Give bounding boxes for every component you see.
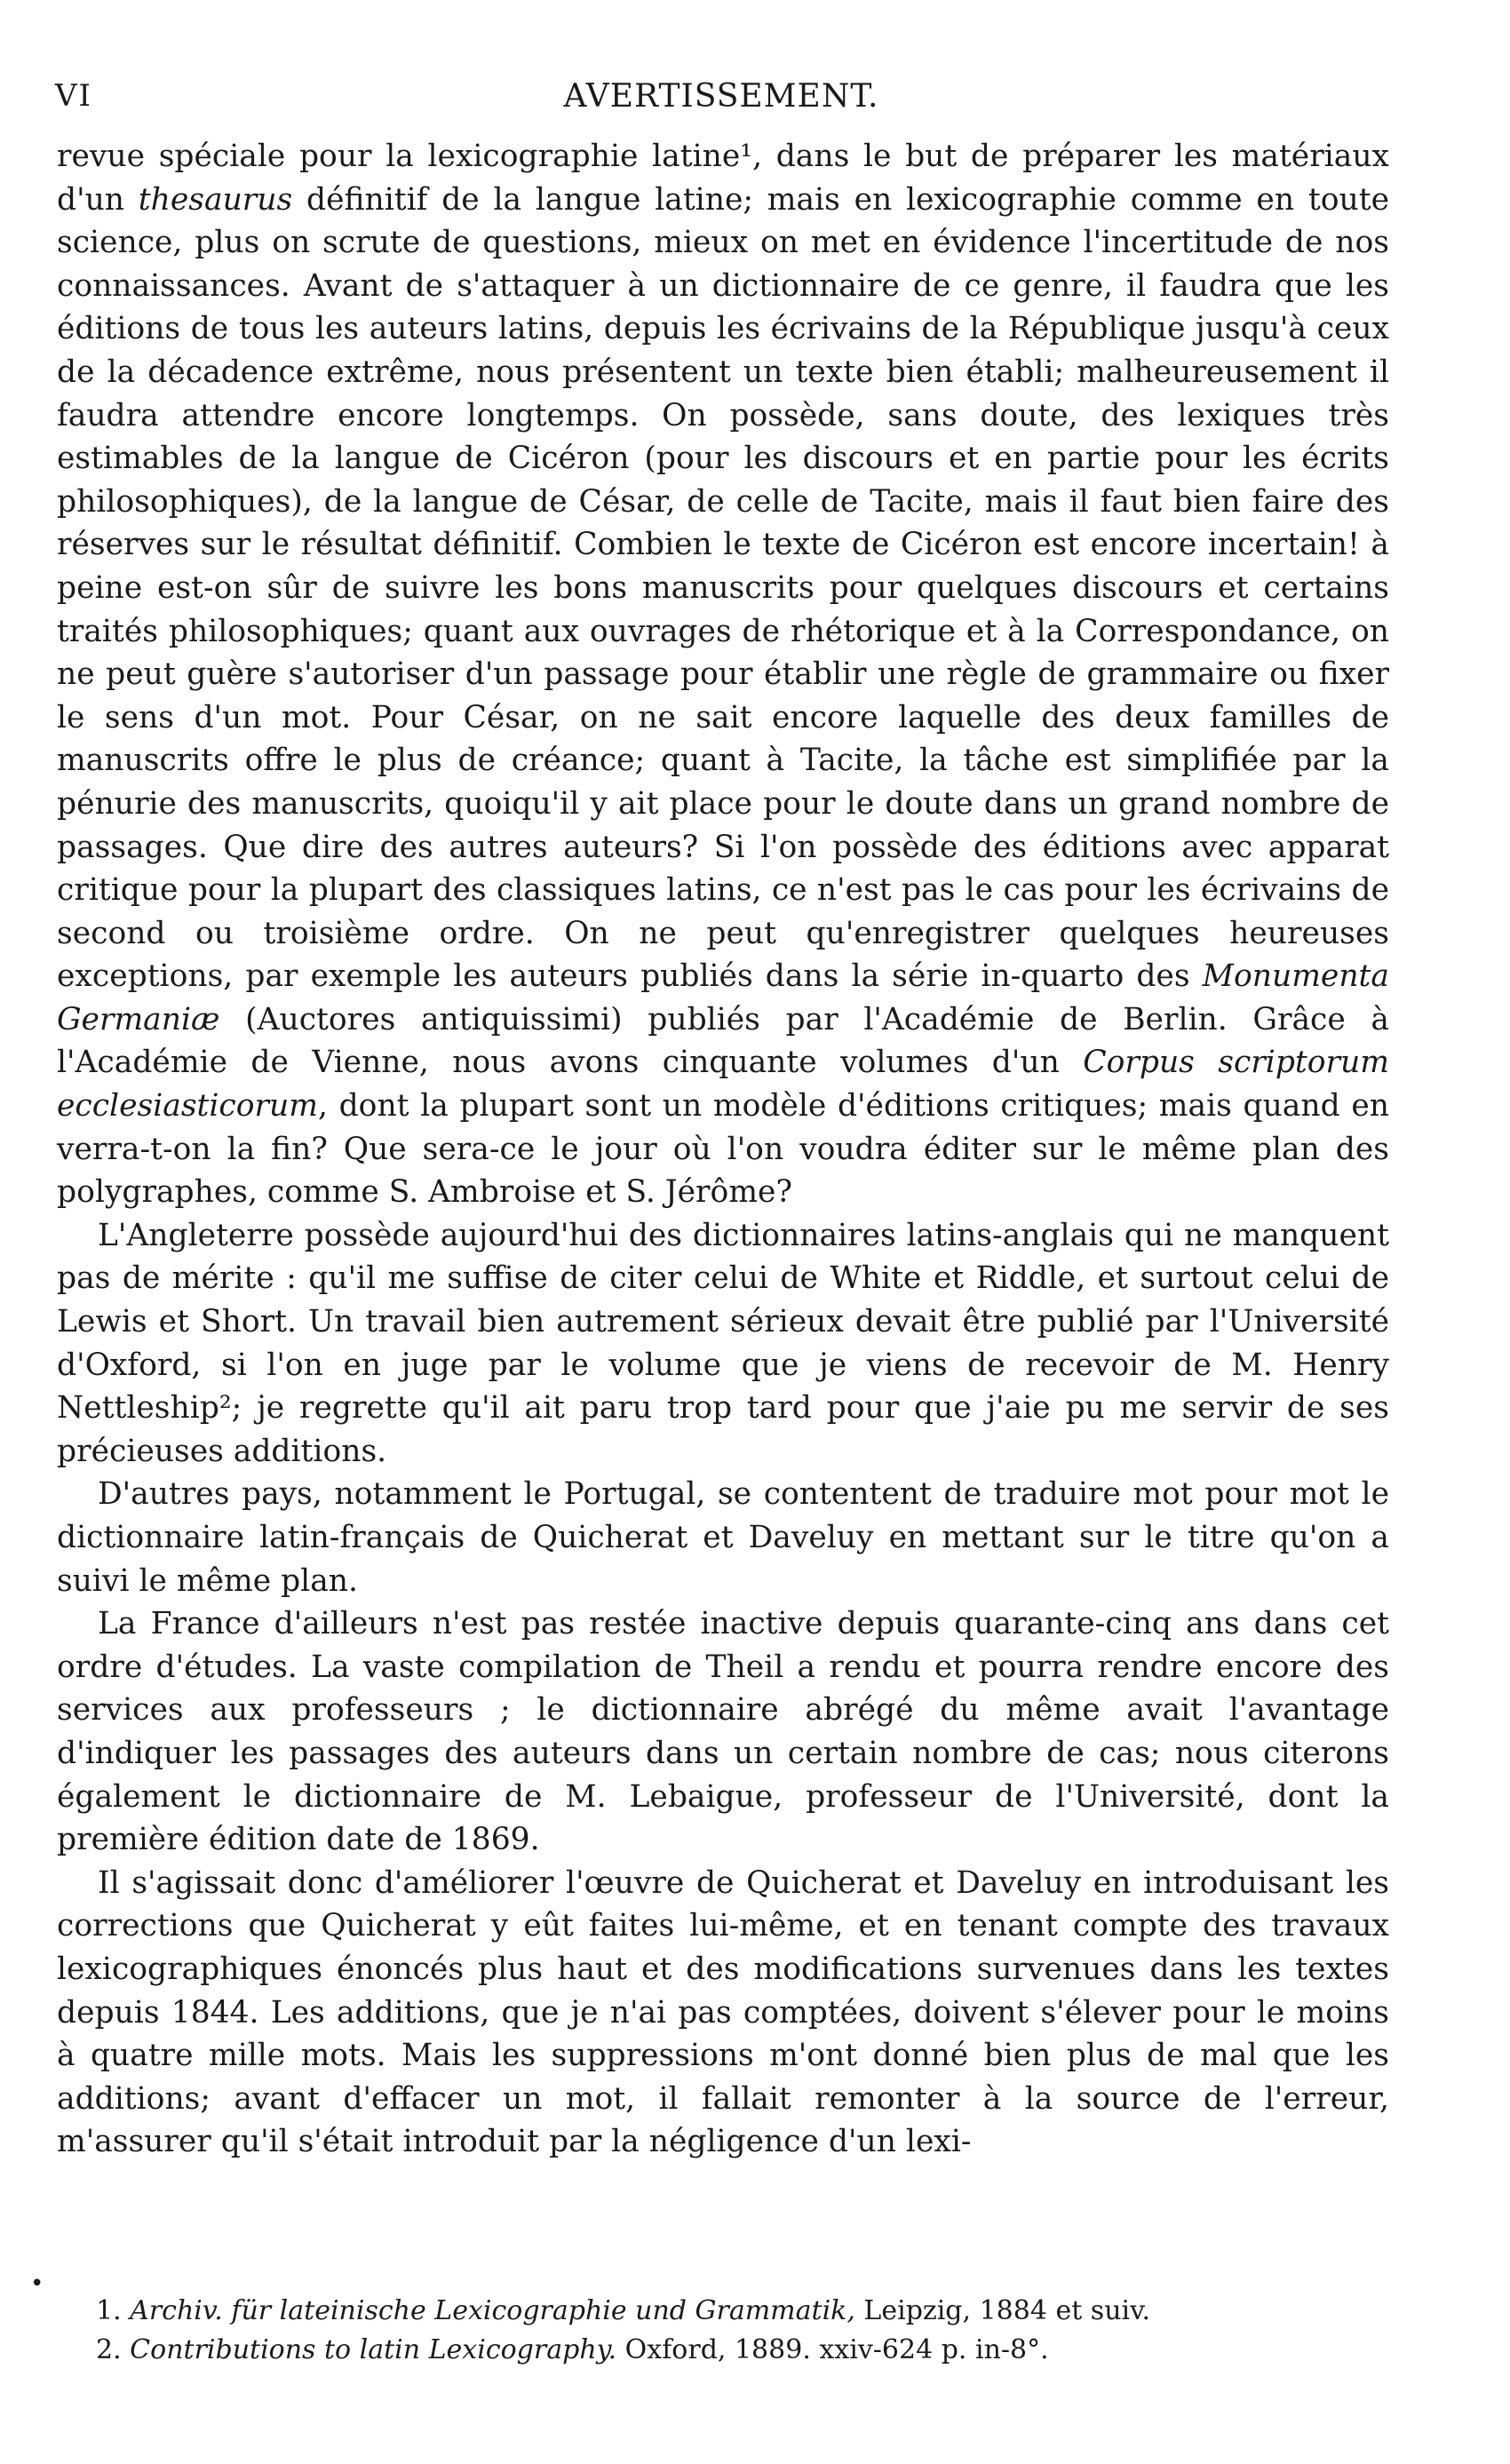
footnote xyxy=(96,2331,1375,2370)
paragraph xyxy=(57,1473,1389,1602)
text-run: La France d'ailleurs n'est pas restée inactive depuis quarante-cinq ans dans cet ordre d'études. La vaste compilation de Theil a rendu et pourra rendre encore des services aux professeurs ; le dictionnaire abrégé du même avait l'avantage d'indiquer les passages des auteurs dans un certain nombre de cas; nous citerons également le dictionnaire de M. Lebaigue, professeur de l'Université, dont la première édition date de 1869. xyxy=(57,1606,1389,1858)
paragraph xyxy=(57,1862,1389,2164)
paragraph xyxy=(57,1214,1389,1474)
footnote xyxy=(96,2292,1375,2331)
text-run: Il s'agissait donc d'améliorer l'œuvre de Quicherat et Daveluy en introduisant les corrections que Quicherat y eût faites lui-même, et en tenant compte des travaux lexicographiques énoncés plus haut et des modifications survenues dans les textes depuis 1844. Les additions, que je n'ai pas comptées, doivent s'élever pour le moins à quatre mille mots. Mais les suppressions m'ont donné bien plus de mal que les additions; avant d'effacer un mot, il fallait remonter à la source de l'erreur, m'assurer qu'il s'était introduit par la négligence d'un lexi- xyxy=(57,1864,1389,2160)
page-number: VI xyxy=(55,78,92,114)
italic-text: thesaurus xyxy=(138,181,293,218)
text-run: Leipzig, 1884 et suiv. xyxy=(854,2295,1151,2326)
text-run: (Auctores antiquissimi) publiés par l'Académie de Berlin. Grâce à l'Académie de Vienne, nous avons cinquante volumes d'un xyxy=(57,1001,1389,1081)
italic-text: Archiv. für lateinische Lexicographie und Grammatik, xyxy=(130,2295,855,2326)
footnotes xyxy=(96,2292,1375,2370)
running-title: AVERTISSEMENT. xyxy=(563,78,879,115)
italic-text: Contributions to latin Lexicography. xyxy=(130,2334,617,2365)
text-run: revue spéciale pour la lexicographie latine¹, dans le but de préparer les matériaux d'un xyxy=(57,139,1389,218)
paragraph xyxy=(57,135,1389,1214)
text-run: D'autres pays, notamment le Portugal, se contentent de traduire mot pour mot le dictionnaire latin-français de Quicherat et Daveluy en mettant sur le titre qu'on a suivi le même plan. xyxy=(57,1476,1389,1599)
text-run: définitif de la langue latine; mais en lexicographie comme en toute science, plus on scrute de questions, mieux on met en évidence l'incertitude de nos connaissances. Avant de s'attaquer à un dictionnaire de ce genre, il faudra que les éditions de tous les auteurs latins, depuis les écrivains de la République jusqu'à ceux de la décadence extrême, nous présentent un texte bien établi; malheureusement il faudra attendre encore longtemps. On possède, sans doute, des lexiques très estimables de la langue de Cicéron (pour les discours et en partie pour les écrits philosophiques), de la langue de César, de celle de Tacite, mais il faut bien faire des réserves sur le résultat définitif. Combien le texte de Cicéron est encore incertain! à peine est-on sûr de suivre les bons manuscrits pour quelques discours et certains traités philosophiques; quant aux ouvrages de rhétorique et à la Correspondance, on ne peut guère s'autoriser d'un passage pour établir une règle de grammaire ou fixer le sens d'un mot. Pour César, on ne sait encore laquelle des deux familles de manuscrits offre le plus de créance; quant à Tacite, la tâche est simplifiée par la pénurie des manuscrits, quoiqu'il y ait place pour le doute dans un grand nombre de passages. Que dire des autres auteurs? Si l'on possède des éditions avec apparat critique pour la plupart des classiques latins, ce n'est pas le cas pour les écrivains de second ou troisième ordre. On ne peut qu'enregistrer quelques heureuses exceptions, par exemple les auteurs publiés dans la série in-quarto des xyxy=(57,181,1389,995)
italic-text: Monumenta Germaniæ xyxy=(57,958,1389,1037)
paragraph xyxy=(57,1602,1389,1862)
text-run: 2. xyxy=(96,2334,131,2365)
margin-mark: • xyxy=(30,2270,44,2297)
italic-text: Corpus scriptorum ecclesiasticorum xyxy=(57,1045,1389,1125)
text-run: , dont la plupart sont un modèle d'éditions critiques; mais quand en verra-t-on la fin? Que sera-ce le jour où l'on voudra éditer sur le même plan des polygraphes, comme S. Ambroise et S. Jérôme? xyxy=(57,1088,1389,1211)
text-run: 1. xyxy=(96,2295,131,2326)
running-head xyxy=(55,78,1387,123)
text-run: L'Angleterre possède aujourd'hui des dictionnaires latins-anglais qui ne manquent pas de mérite : qu'il me suffise de citer celui de White et Riddle, et surtout celui de Lewis et Short. Un travail bien autrement sérieux devait être publié par l'Université d'Oxford, si l'on en juge par le volume que je viens de recevoir de M. Henry Nettleship²; je regrette qu'il ait paru trop tard pour que j'aie pu me servir de ses précieuses additions. xyxy=(57,1217,1389,1469)
body-text xyxy=(57,135,1389,2164)
text-run: Oxford, 1889. xxiv-624 p. in-8°. xyxy=(616,2334,1049,2365)
